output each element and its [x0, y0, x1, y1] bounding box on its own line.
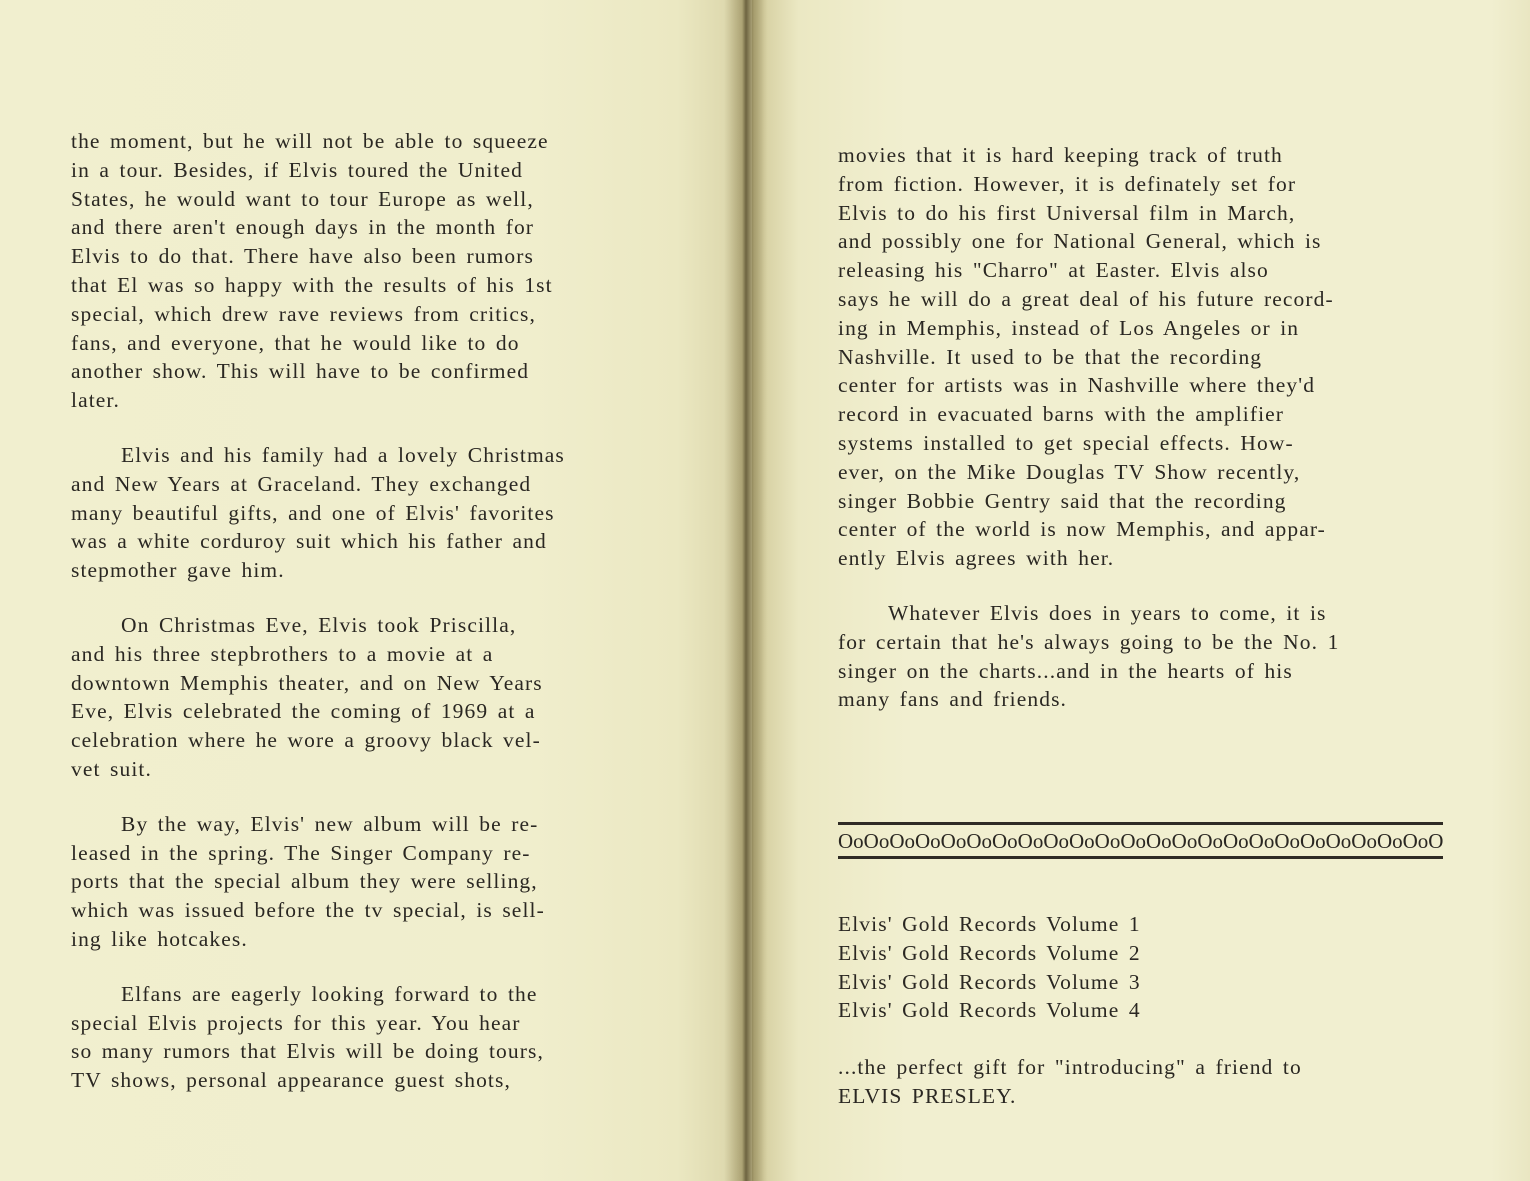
gold-records-list [838, 910, 1438, 1025]
divider-rule-top [838, 822, 1443, 825]
right-page-text [838, 141, 1456, 714]
book-gutter [724, 0, 764, 1181]
right-paragraph-1: movies that it is hard keeping track of truth from fiction. However, it is definately set for Elvis to do his first Universal film in March, and possibly one for National General, which is releasing his "Charro" at Easter. Elvis also says he will do a great deal of his future record- ing in Memphis, instead of Los Angeles or in Nashville. It used to be that the recording center for artists was in Nashville where they'd record in evacuated barns with the amplifier systems installed to get special effects. How- ever, on the Mike Douglas TV Show recently, singer Bobbie Gentry said that the recording center of the world is now Memphis, and appar- ently Elvis agrees with her. [838, 143, 1334, 571]
left-paragraph-1: the moment, but he will not be able to squeeze in a tour. Besides, if Elvis toured the United States, he would want to tour Europe as well, and there aren't enough days in the month for Elvis to do that. There have also been rumors that El was so happy with the results of his 1st special, which drew rave reviews from critics, fans, and everyone, that he would like to do another show. This will have to be confirmed later. [71, 129, 553, 413]
record-item-2: Elvis' Gold Records Volume 2 [838, 940, 1141, 965]
ornamental-divider [838, 822, 1443, 859]
left-paragraph-2: Elvis and his family had a lovely Christmas and New Years at Graceland. They exchanged many beautiful gifts, and one of Elvis' favorites was a white corduroy suit which his father and stepmother gave him. [71, 442, 565, 583]
left-paragraph-5: Elfans are eagerly looking forward to the special Elvis projects for this year. You hear so many rumors that Elvis will be doing tours, TV shows, personal appearance guest shots, [71, 981, 544, 1093]
left-paragraph-4: By the way, Elvis' new album will be re- leased in the spring. The Singer Company re- ports that the special album they were selling, which was issued before the tv special, is sell- ing like hotcakes. [71, 811, 545, 951]
divider-oo-pattern: OoOoOoOoOoOoOoOoOoOoOoOoOoOoOoOoOoOoOoOoOoOoOoO [838, 829, 1443, 853]
left-page-text [71, 127, 696, 1095]
record-item-4: Elvis' Gold Records Volume 4 [838, 998, 1141, 1023]
right-paragraph-2: Whatever Elvis does in years to come, it is for certain that he's always going to be the No. 1 singer on the charts...and in the hearts of his many fans and friends. [838, 600, 1340, 712]
record-item-3: Elvis' Gold Records Volume 3 [838, 969, 1141, 994]
record-item-1: Elvis' Gold Records Volume 1 [838, 912, 1141, 936]
left-paragraph-3: On Christmas Eve, Elvis took Priscilla, and his three stepbrothers to a movie at a downtown Memphis theater, and on New Years Eve, Elvis celebrated the coming of 1969 at a celebration where he wore a groovy black vel- vet suit. [71, 612, 543, 781]
divider-rule-bottom [838, 856, 1443, 859]
gift-note: ...the perfect gift for "introducing" a friend to ELVIS PRESLEY. [838, 1055, 1302, 1108]
